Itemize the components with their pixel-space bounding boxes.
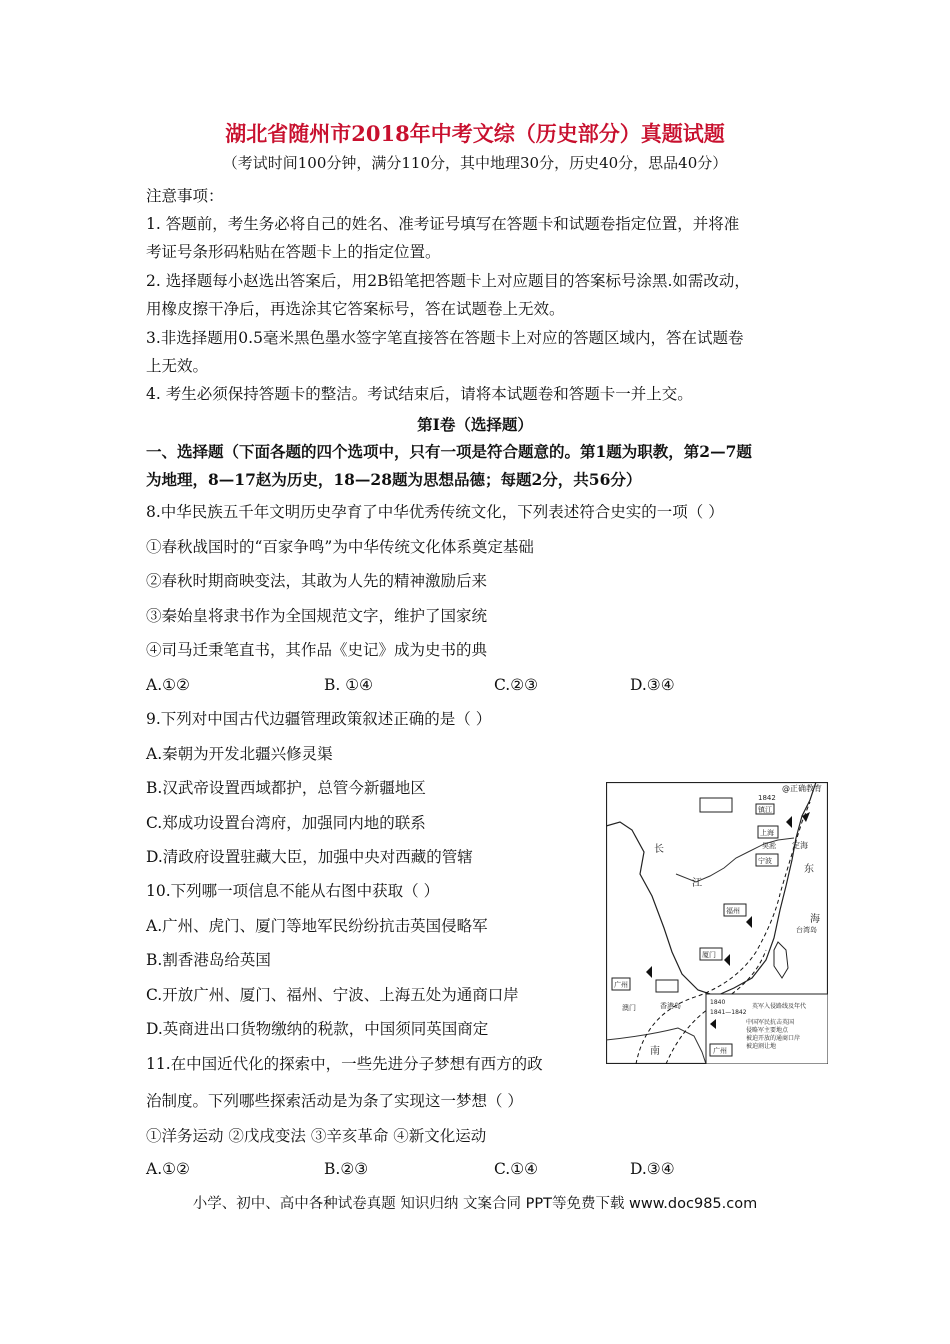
legend-year: 1840 [710, 999, 726, 1006]
question-8-item: ①春秋战国时的“百家争鸣”为中华传统文化体系奠定基础 [146, 538, 534, 556]
question-8-item: ④司马迁秉笔直书，其作品《史记》成为史书的典 [146, 641, 488, 659]
part-one-instructions: 为地理，8—17赵为历史，18—28题为思想品德；每题2分，共56分） [146, 470, 642, 489]
question-8-item: ③秦始皇将隶书作为全国规范文字，维护了国家统 [146, 607, 488, 625]
question-11-option-c: C.①④ [494, 1160, 539, 1178]
question-9-stem: 9.下列对中国古代边疆管理政策叙述正确的是（ ） [146, 710, 492, 728]
map-watermark: @正确教育 [782, 784, 822, 793]
map-label-xiamen: 厦门 [702, 951, 716, 959]
map-box [700, 798, 732, 812]
map-label-wusong: 吴淞 [762, 842, 776, 850]
notice-line: 1. 答题前，考生务必将自己的姓名、准考证号填写在答题卡和试题卷指定位置，并将准 [146, 215, 740, 233]
question-11-option-a: A.①② [146, 1160, 190, 1178]
question-11-items: ①洋务运动 ②戊戌变法 ③辛亥革命 ④新文化运动 [146, 1127, 487, 1145]
part-one-instructions: 一、选择题（下面各题的四个选项中，只有一项是符合题意的。第1题为职教，第2—7题 [146, 442, 752, 461]
legend-resist: 侵略军主要地点 [746, 1027, 789, 1034]
map-label-dinghai: 定海 [792, 841, 808, 850]
map-label-hongkong: 香港岛 [660, 1002, 681, 1010]
map-label-river: 长 [654, 844, 664, 855]
page-footer: 小学、初中、高中各种试卷真题 知识归纳 文案合同 PPT等免费下载 www.doc985.com [192, 1196, 758, 1212]
question-9-option: A.秦朝为开发北疆兴修灵渠 [146, 745, 333, 763]
legend-years: 1841—1842 [710, 1009, 747, 1016]
legend-route: 英军入侵路线及年代 [752, 1003, 807, 1010]
question-11-option-b: B.②③ [324, 1160, 369, 1178]
question-8-option-c: C.②③ [494, 676, 539, 694]
map-box [656, 980, 678, 992]
notice-line: 3.非选择题用0.5毫米黑色墨水签字笔直接答在答题卡上对应的答题区域内，答在试题卷 [146, 329, 744, 347]
page-title: 湖北省随州市2018年中考文综（历史部分）真题试题 [225, 121, 725, 146]
question-10-option: A.广州、虎门、厦门等地军民纷纷抗击英国侵略军 [146, 917, 488, 935]
notice-line: 考证号条形码粘贴在答题卡上的指定位置。 [146, 243, 441, 261]
notice-line: 用橡皮擦干净后，再选涂其它答案标号，答在试题卷上无效。 [146, 300, 565, 318]
legend-resist: 中国军民抗击英国 [746, 1019, 795, 1026]
question-10-option: B.割香港岛给英国 [146, 951, 271, 969]
question-8-option-b: B. ①④ [324, 676, 374, 694]
question-8-option-a: A.①② [146, 676, 190, 694]
map-label-guangzhou: 广州 [614, 981, 628, 989]
map-legend [706, 994, 828, 1064]
legend-sample: 广州 [713, 1047, 727, 1055]
map-label-shanghai: 上海 [760, 829, 774, 837]
question-8-option-d: D.③④ [630, 676, 675, 694]
section-title: 第Ⅰ卷（选择题） [417, 415, 533, 434]
opium-war-map [606, 782, 828, 1064]
map-label-year: 1842 [758, 794, 776, 802]
notice-line: 上无效。 [146, 357, 209, 375]
question-9-option: B.汉武帝设置西域都护，总管今新疆地区 [146, 779, 426, 797]
map-label-macau: 澳门 [622, 1004, 636, 1012]
notice-line: 2. 选择题每小赵选出答案后，用2B铅笔把答题卡上对应题目的答案标号涂黑.如需改动， [146, 272, 750, 290]
map-label-fuzhou: 福州 [726, 907, 740, 915]
question-11-stem: 治制度。下列哪些探索活动是为条了实现这一梦想（ ） [146, 1092, 523, 1110]
map-label-river: 江 [692, 878, 702, 889]
map-label-zhenjiang: 镇江 [758, 806, 772, 814]
question-8-stem: 8.中华民族五千年文明历史孕育了中华优秀传统文化，下列表述符合史实的一项（ ） [146, 503, 724, 521]
legend-ceded: 被迫割让地 [746, 1043, 777, 1050]
question-11-stem: 11.在中国近代化的探索中，一些先进分子梦想有西方的政 [146, 1055, 543, 1073]
map-label-ningbo: 宁波 [758, 857, 772, 865]
question-11-option-d: D.③④ [630, 1160, 675, 1178]
question-10-option: C.开放广州、厦门、福州、宁波、上海五处为通商口岸 [146, 986, 519, 1004]
question-8-item: ②春秋时期商映变法，其敢为人先的精神激励后来 [146, 572, 488, 590]
map-label-sea: 海 [810, 914, 820, 925]
map-label-taiwan: 台湾岛 [796, 926, 817, 934]
map-label-east: 东 [804, 864, 814, 875]
map-label-south: 南 [650, 1046, 660, 1057]
question-10-option: D.英商进出口货物缴纳的税款，中国须同英国商定 [146, 1020, 489, 1038]
question-9-option: C.郑成功设置台湾府，加强同内地的联系 [146, 814, 426, 832]
question-9-option: D.清政府设置驻藏大臣，加强中央对西藏的管辖 [146, 848, 473, 866]
legend-ports: 被迫开放的通商口岸 [746, 1035, 801, 1042]
notice-line: 4. 考生必须保持答题卡的整洁。考试结束后，请将本试题卷和答题卡一并上交。 [146, 385, 693, 403]
notice-heading: 注意事项： [146, 187, 224, 205]
question-10-stem: 10.下列哪一项信息不能从右图中获取（ ） [146, 882, 440, 900]
exam-subtitle: （考试时间100分钟，满分110分，其中地理30分，历史40分，思品40分） [222, 154, 728, 172]
